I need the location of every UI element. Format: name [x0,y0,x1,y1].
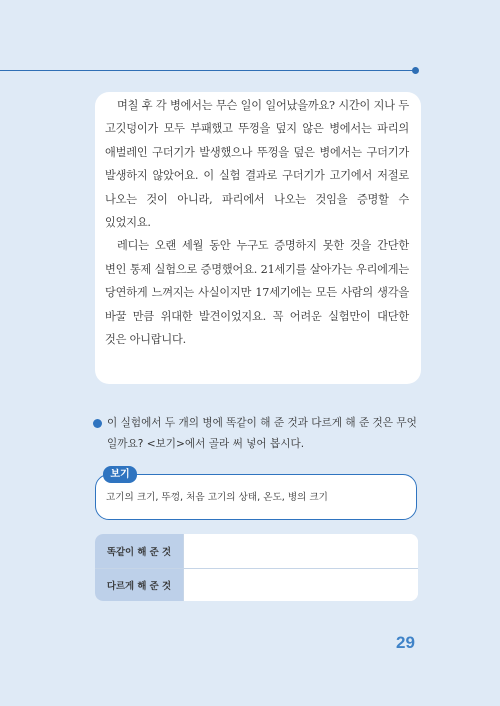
header-rule-dot [412,67,419,74]
reading-paragraph-2: 레디는 오랜 세월 동안 누구도 증명하지 못한 것을 간단한 변인 통제 실험으로 증명했어요. 21세기를 살아가는 우리에게는 당연하게 느껴지는 사실이지만 17세기에는 모든 사람의 생각을 바꿀 만큼 위대한 발견이었지요. 꼭 어려운 실험만이 대단한 것은 아니랍니다. [105,239,409,347]
answer-table [95,534,418,601]
page-number: 29 [396,633,415,652]
answer-input-same[interactable] [183,534,418,568]
answer-input-different[interactable] [183,569,418,602]
example-text: 고기의 크기, 뚜껑, 처음 고기의 상태, 온도, 병의 크기 [106,492,328,503]
example-tag: 보기 [103,466,137,483]
answer-label-same: 똑같이 해 준 것 [95,534,183,568]
answer-label-different: 다르게 해 준 것 [95,569,183,602]
reading-passage-box [95,92,421,384]
question-text: 이 실험에서 두 개의 병에 똑같이 해 준 것과 다르게 해 준 것은 무엇일까요? <보기>에서 골라 써 넣어 봅시다. [107,417,417,450]
answer-row-different [95,568,418,602]
answer-row-same [95,534,418,568]
reading-paragraph-1: 며칠 후 각 병에서는 무슨 일이 일어났을까요? 시간이 지나 두 고깃덩이가 모두 부패했고 뚜껑을 덮지 않은 병에서는 파리의 애벌레인 구더기가 발생했으나 뚜껑을 덮은 병에서는 구더기가 발생하지 않았어요. 이 실험 결과로 구더기가 고기에서 저절로 나오는 것이 아니라, 파리에서 나오는 것임을 증명할 수 있었지요. [105,99,409,230]
header-rule [0,70,416,71]
